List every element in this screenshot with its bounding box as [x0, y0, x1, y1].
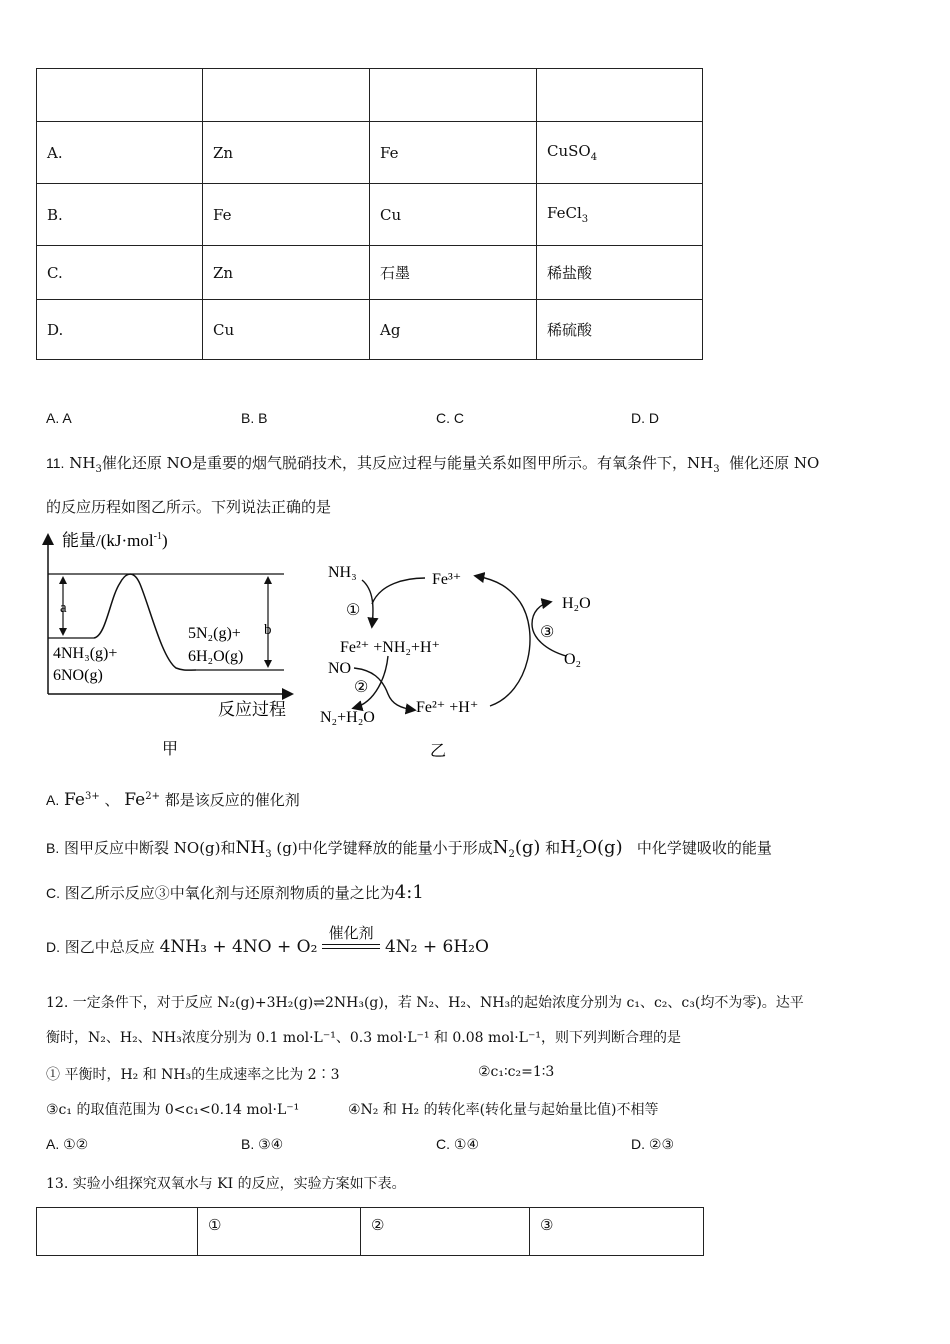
- table-header-cell: ②: [361, 1208, 530, 1256]
- option-cell: A.: [37, 122, 203, 184]
- reactants-label-1: 4NH₃(g)+: [53, 645, 118, 662]
- electrode1-cell: Zn: [203, 122, 370, 184]
- electrode2-cell: 石墨: [370, 246, 537, 300]
- q11-option-d[interactable]: D. 图乙中总反应 4NH₃ + 4NO + O₂ 催化剂 4N₂ + 6H₂O: [46, 924, 489, 957]
- table-row: [37, 246, 703, 300]
- products-label-2: 6H₂O(g): [188, 648, 244, 665]
- electrolyte-cell: FeCl$_3$: [537, 184, 703, 246]
- intermediate-label: Fe²⁺ +NH₂+H⁺: [340, 639, 440, 656]
- q11-option-b[interactable]: B. 图甲反应中断裂 NO(g)和$NH_3$ (g)中化学键释放的能量小于形成$N_2(g)$ 和$H_2O(g)$ 中化学键吸收的能量: [46, 837, 772, 860]
- n2-h2o-label: N₂+H₂O: [320, 709, 375, 726]
- h2o-label: H₂O: [562, 595, 591, 612]
- electrolyte-cell: CuSO$_4$: [537, 122, 703, 184]
- q10-option-a[interactable]: A. A: [46, 410, 72, 426]
- step3-label: ③: [540, 624, 555, 641]
- q12-option-b[interactable]: B. ③④: [241, 1136, 284, 1152]
- q10-option-c[interactable]: C. C: [436, 410, 464, 426]
- electrode2-cell: Ag: [370, 300, 537, 360]
- table-row: [37, 122, 703, 184]
- q12-statement-4: ④N₂ 和 H₂ 的转化率(转化量与起始量比值)不相等: [348, 1102, 659, 1118]
- table-header-cell: [537, 69, 703, 122]
- option-cell: D.: [37, 300, 203, 360]
- reaction-arrow: 催化剂: [322, 944, 380, 957]
- label-b: b: [264, 622, 272, 638]
- y-axis-label: 能量/(kJ·mol$^{-1}$): [62, 531, 168, 550]
- nh3-label: NH₃: [328, 564, 357, 581]
- table-header-cell: ③: [530, 1208, 704, 1256]
- q11-stem-line2: 的反应历程如图乙所示。下列说法正确的是: [46, 498, 332, 516]
- electrode2-cell: Fe: [370, 122, 537, 184]
- q10-option-d[interactable]: D. D: [631, 410, 659, 426]
- electrode1-cell: Zn: [203, 246, 370, 300]
- q11-option-a[interactable]: A. $Fe^{3+}$ 、 $Fe^{2+}$ 都是该反应的催化剂: [46, 790, 300, 810]
- no-label: NO: [328, 660, 352, 677]
- electrolyte-cell: 稀盐酸: [537, 246, 703, 300]
- q12-option-d[interactable]: D. ②③: [631, 1136, 674, 1152]
- q12-stem-line2: 衡时，N₂、H₂、NH₃浓度分别为 0.1 mol·L⁻¹、0.3 mol·L⁻¹ 和 0.08 mol·L⁻¹，则下列判断合理的是: [46, 1030, 681, 1046]
- q10-option-b[interactable]: B. B: [241, 410, 268, 426]
- table-row: [37, 300, 703, 360]
- q11-option-c[interactable]: C. 图乙所示反应③中氧化剂与还原剂物质的量之比为4:1: [46, 882, 424, 903]
- electrode2-cell: Cu: [370, 184, 537, 246]
- table-header-cell: [370, 69, 537, 122]
- energy-diagram-jia: [36, 528, 306, 768]
- table-header-cell: [203, 69, 370, 122]
- fe3-label: Fe³⁺: [432, 571, 462, 588]
- reactants-label-2: 6NO(g): [53, 667, 103, 684]
- q12-option-a[interactable]: A. ①②: [46, 1136, 89, 1152]
- q12-statement-2: ②c₁∶c₂=1∶3: [478, 1064, 555, 1080]
- q12-statement-3: ③c₁ 的取值范围为 0<c₁<0.14 mol·L⁻¹: [46, 1102, 300, 1118]
- products-label-1: 5N₂(g)+: [188, 625, 241, 642]
- caption-yi: 乙: [430, 743, 447, 760]
- q13-table: [36, 1207, 704, 1256]
- electrode1-cell: Fe: [203, 184, 370, 246]
- table-header-cell: ①: [198, 1208, 361, 1256]
- electrode1-cell: Cu: [203, 300, 370, 360]
- q12-option-c[interactable]: C. ①④: [436, 1136, 479, 1152]
- q13-stem: 13. 实验小组探究双氧水与 KI 的反应，实验方案如下表。: [46, 1176, 406, 1192]
- label-a: a: [60, 600, 67, 616]
- q11-stem-line1: 11. $NH_3$催化还原 NO是重要的烟气脱硝技术，其反应过程与能量关系如图甲所示。有氧条件下，$NH_3$ 催化还原 NO: [46, 454, 820, 475]
- q12-stem-line1: 12. 一定条件下，对于反应 N₂(g)+3H₂(g)⇌2NH₃(g)，若 N₂、H₂、NH₃的起始浓度分别为 c₁、c₂、c₃(均不为零)。达平: [46, 995, 804, 1011]
- table-row: [37, 184, 703, 246]
- o2-label: O₂: [564, 651, 582, 668]
- table-header-cell: [37, 69, 203, 122]
- q12-statement-1: ① 平衡时，H₂ 和 NH₃的生成速率之比为 2∶3: [46, 1067, 340, 1083]
- table-header-cell: [37, 1208, 198, 1256]
- electrolyte-cell: 稀硫酸: [537, 300, 703, 360]
- option-cell: B.: [37, 184, 203, 246]
- fe2-h-label: Fe²⁺ +H⁺: [416, 699, 479, 716]
- option-cell: C.: [37, 246, 203, 300]
- x-axis-label: 反应过程: [218, 700, 286, 719]
- step2-label: ②: [354, 679, 369, 696]
- q10-table: [36, 68, 703, 360]
- mechanism-diagram-yi: [310, 552, 610, 767]
- step1-label: ①: [346, 602, 361, 619]
- caption-jia: 甲: [162, 741, 179, 758]
